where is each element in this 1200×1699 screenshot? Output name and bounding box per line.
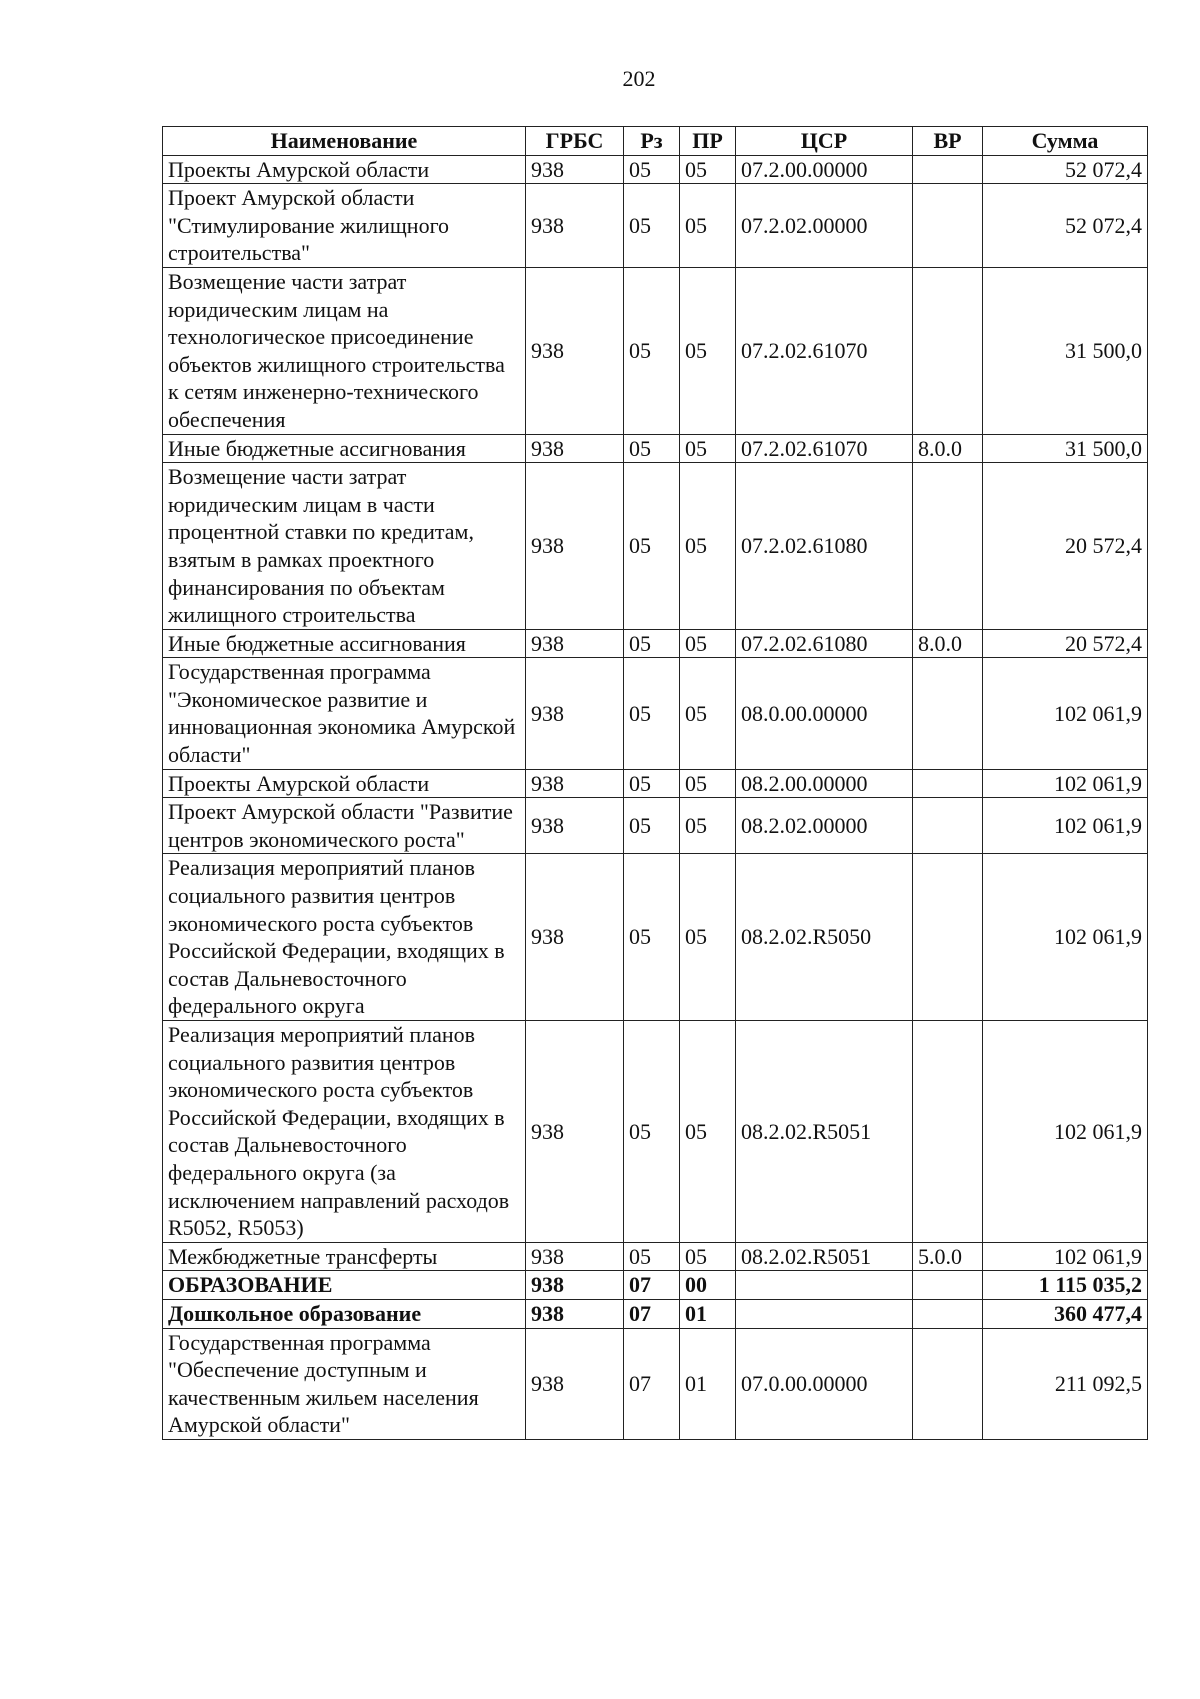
row-rz-cell: 05	[624, 184, 680, 268]
table-row	[163, 1021, 1148, 1243]
row-name-cell: Государственная программа "Экономическое развитие и инновационная экономика Амурской области"	[163, 658, 526, 769]
row-name-cell: Реализация мероприятий планов социального развития центров экономического роста субъектов Российской Федерации, входящих в состав Дальневосточного федерального округа (за исключением направлений расходов R5052, R5053)	[163, 1021, 526, 1243]
table-row	[163, 798, 1148, 854]
row-grbs-cell: 938	[526, 1299, 624, 1328]
row-rz-cell: 05	[624, 769, 680, 798]
row-grbs-cell: 938	[526, 1271, 624, 1300]
row-rz-cell: 05	[624, 854, 680, 1021]
row-csr-cell	[736, 1271, 913, 1300]
row-pr-cell: 01	[680, 1328, 736, 1439]
row-grbs-cell: 938	[526, 155, 624, 184]
row-vr-cell	[913, 267, 983, 434]
row-csr-cell: 08.2.02.R5050	[736, 854, 913, 1021]
row-vr-cell: 8.0.0	[913, 629, 983, 658]
header-rz: Рз	[624, 127, 680, 156]
row-pr-cell: 05	[680, 434, 736, 463]
row-pr-cell: 05	[680, 267, 736, 434]
row-grbs-cell: 938	[526, 184, 624, 268]
row-rz-cell: 05	[624, 1242, 680, 1271]
row-rz-cell: 05	[624, 798, 680, 854]
row-sum-cell: 52 072,4	[983, 155, 1148, 184]
row-csr-cell: 07.2.02.61070	[736, 267, 913, 434]
row-vr-cell	[913, 798, 983, 854]
row-sum-cell: 20 572,4	[983, 463, 1148, 630]
budget-table	[162, 126, 1148, 1440]
row-grbs-cell: 938	[526, 629, 624, 658]
row-pr-cell: 05	[680, 155, 736, 184]
row-sum-cell: 1 115 035,2	[983, 1271, 1148, 1300]
header-grbs: ГРБС	[526, 127, 624, 156]
row-name-cell: Межбюджетные трансферты	[163, 1242, 526, 1271]
row-vr-cell	[913, 1271, 983, 1300]
row-name-cell: Проекты Амурской области	[163, 769, 526, 798]
row-sum-cell: 20 572,4	[983, 629, 1148, 658]
row-vr-cell: 8.0.0	[913, 434, 983, 463]
row-pr-cell: 01	[680, 1299, 736, 1328]
row-sum-cell: 102 061,9	[983, 854, 1148, 1021]
row-pr-cell: 05	[680, 463, 736, 630]
header-pr: ПР	[680, 127, 736, 156]
row-grbs-cell: 938	[526, 1021, 624, 1243]
row-name-cell: Возмещение части затрат юридическим лицам на технологическое присоединение объектов жилищного строительства к сетям инженерно-технического обеспечения	[163, 267, 526, 434]
table-row	[163, 463, 1148, 630]
row-rz-cell: 05	[624, 267, 680, 434]
row-name-cell: Проекты Амурской области	[163, 155, 526, 184]
row-grbs-cell: 938	[526, 267, 624, 434]
row-name-cell: Реализация мероприятий планов социального развития центров экономического роста субъектов Российской Федерации, входящих в состав Дальневосточного федерального округа	[163, 854, 526, 1021]
table-row	[163, 769, 1148, 798]
row-pr-cell: 05	[680, 854, 736, 1021]
table-row	[163, 184, 1148, 268]
header-vr: ВР	[913, 127, 983, 156]
table-row	[163, 1328, 1148, 1439]
row-csr-cell: 07.2.00.00000	[736, 155, 913, 184]
row-name-cell: Проект Амурской области "Развитие центров экономического роста"	[163, 798, 526, 854]
table-row	[163, 629, 1148, 658]
row-name-cell: Дошкольное образование	[163, 1299, 526, 1328]
table-row	[163, 854, 1148, 1021]
header-sum: Сумма	[983, 127, 1148, 156]
table-row	[163, 267, 1148, 434]
table-row	[163, 1299, 1148, 1328]
row-csr-cell	[736, 1299, 913, 1328]
row-sum-cell: 102 061,9	[983, 658, 1148, 769]
row-grbs-cell: 938	[526, 1242, 624, 1271]
row-vr-cell	[913, 658, 983, 769]
row-csr-cell: 07.2.02.00000	[736, 184, 913, 268]
row-name-cell: Возмещение части затрат юридическим лицам в части процентной ставки по кредитам, взятым в рамках проектного финансирования по объектам жилищного строительства	[163, 463, 526, 630]
row-vr-cell	[913, 1299, 983, 1328]
row-csr-cell: 08.0.00.00000	[736, 658, 913, 769]
row-grbs-cell: 938	[526, 434, 624, 463]
row-csr-cell: 08.2.02.00000	[736, 798, 913, 854]
row-sum-cell: 31 500,0	[983, 434, 1148, 463]
row-grbs-cell: 938	[526, 854, 624, 1021]
row-grbs-cell: 938	[526, 658, 624, 769]
row-sum-cell: 211 092,5	[983, 1328, 1148, 1439]
row-csr-cell: 07.2.02.61070	[736, 434, 913, 463]
row-grbs-cell: 938	[526, 1328, 624, 1439]
row-sum-cell: 31 500,0	[983, 267, 1148, 434]
row-sum-cell: 102 061,9	[983, 1242, 1148, 1271]
row-name-cell: Иные бюджетные ассигнования	[163, 434, 526, 463]
table-row	[163, 1271, 1148, 1300]
row-pr-cell: 05	[680, 769, 736, 798]
table-row	[163, 1242, 1148, 1271]
row-csr-cell: 08.2.00.00000	[736, 769, 913, 798]
row-grbs-cell: 938	[526, 769, 624, 798]
row-rz-cell: 05	[624, 155, 680, 184]
header-csr: ЦСР	[736, 127, 913, 156]
row-csr-cell: 07.2.02.61080	[736, 463, 913, 630]
row-rz-cell: 07	[624, 1328, 680, 1439]
row-vr-cell	[913, 463, 983, 630]
row-csr-cell: 07.2.02.61080	[736, 629, 913, 658]
row-pr-cell: 00	[680, 1271, 736, 1300]
row-csr-cell: 07.0.00.00000	[736, 1328, 913, 1439]
table-header-row	[163, 127, 1148, 156]
header-name: Наименование	[163, 127, 526, 156]
row-pr-cell: 05	[680, 798, 736, 854]
row-rz-cell: 05	[624, 434, 680, 463]
row-sum-cell: 360 477,4	[983, 1299, 1148, 1328]
row-vr-cell	[913, 155, 983, 184]
row-csr-cell: 08.2.02.R5051	[736, 1021, 913, 1243]
row-name-cell: Государственная программа "Обеспечение доступным и качественным жильем населения Амурской области"	[163, 1328, 526, 1439]
row-pr-cell: 05	[680, 658, 736, 769]
row-vr-cell	[913, 854, 983, 1021]
row-vr-cell: 5.0.0	[913, 1242, 983, 1271]
page-number: 202	[622, 66, 656, 91]
row-name-cell: Иные бюджетные ассигнования	[163, 629, 526, 658]
row-rz-cell: 05	[624, 658, 680, 769]
row-vr-cell	[913, 1021, 983, 1243]
row-name-cell: ОБРАЗОВАНИЕ	[163, 1271, 526, 1300]
row-pr-cell: 05	[680, 184, 736, 268]
table-row	[163, 658, 1148, 769]
row-vr-cell	[913, 184, 983, 268]
row-rz-cell: 05	[624, 629, 680, 658]
row-csr-cell: 08.2.02.R5051	[736, 1242, 913, 1271]
row-sum-cell: 102 061,9	[983, 769, 1148, 798]
row-rz-cell: 05	[624, 463, 680, 630]
row-sum-cell: 52 072,4	[983, 184, 1148, 268]
row-name-cell: Проект Амурской области "Стимулирование жилищного строительства"	[163, 184, 526, 268]
row-sum-cell: 102 061,9	[983, 1021, 1148, 1243]
row-rz-cell: 07	[624, 1299, 680, 1328]
row-vr-cell	[913, 769, 983, 798]
row-rz-cell: 05	[624, 1021, 680, 1243]
table-row	[163, 155, 1148, 184]
row-sum-cell: 102 061,9	[983, 798, 1148, 854]
row-rz-cell: 07	[624, 1271, 680, 1300]
table-row	[163, 434, 1148, 463]
row-grbs-cell: 938	[526, 463, 624, 630]
row-pr-cell: 05	[680, 629, 736, 658]
row-vr-cell	[913, 1328, 983, 1439]
row-pr-cell: 05	[680, 1242, 736, 1271]
row-pr-cell: 05	[680, 1021, 736, 1243]
row-grbs-cell: 938	[526, 798, 624, 854]
